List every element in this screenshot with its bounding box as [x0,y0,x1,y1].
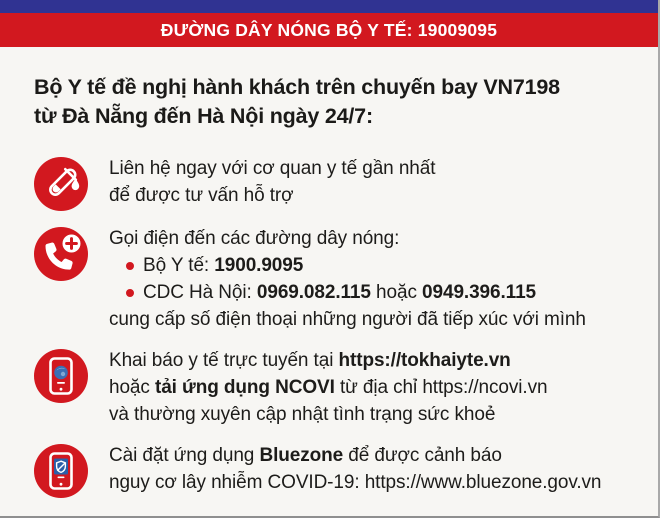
text-segment: Khai báo y tế trực tuyến tại [109,350,339,371]
text-segment: để được tư vấn hỗ trợ [109,185,294,206]
item-line [109,374,547,401]
item-line [109,155,435,182]
bluezone-app-icon [34,444,88,498]
emphasized-text: 1900.9095 [214,255,304,276]
notice-title [34,73,626,130]
text-segment: hoặc [370,282,423,303]
text-segment: Bộ Y tế: [143,255,215,276]
text-segment: hoặc [109,377,155,398]
text-segment: CDC Hà Nội: [143,282,257,303]
item-text [109,442,601,498]
list-item-health-declaration [34,347,626,428]
hotline-banner-text: ĐƯỜNG DÂY NÓNG BỘ Y TẾ: 19009095 [160,19,498,40]
item-line [109,225,586,252]
notice-title-line1: Bộ Y tế đề nghị hành khách trên chuyến bay VN7198 [34,75,560,99]
notice-body [0,47,658,498]
item-line [109,442,601,469]
item-line [109,401,547,428]
item-line [109,347,547,374]
item-line [109,306,586,333]
test-tube-icon [34,157,88,211]
item-text [109,347,547,428]
text-segment: cung cấp số điện thoại những người đã tiếp xúc với mình [109,309,586,330]
bullet-dot-icon [126,262,134,270]
emphasized-text: 0949.396.115 [422,282,537,303]
list-item-call-hotlines [34,225,626,333]
notice-title-line2: từ Đà Nẵng đến Hà Nội ngày 24/7: [34,103,373,128]
text-segment: và thường xuyên cập nhật tình trạng sức khoẻ [109,404,496,425]
item-text [109,225,586,333]
item-line [109,252,586,279]
text-segment: nguy cơ lây nhiễm COVID-19: https://www.bluezone.gov.vn [109,472,602,493]
text-segment: Cài đặt ứng dụng [109,445,260,466]
item-line [109,182,435,209]
item-line [109,469,601,496]
emphasized-text: 0969.082.115 [256,282,371,303]
item-line [109,279,586,306]
emphasized-text: tải ứng dụng NCOVI [154,377,335,398]
phone-plus-icon [34,227,88,281]
hotline-banner [0,13,658,47]
text-segment: từ địa chỉ https://ncovi.vn [334,377,548,398]
text-segment: để được cảnh báo [343,445,502,466]
hotline-cdc-hanoi [143,279,536,306]
item-text [109,155,435,211]
instruction-list [34,155,626,498]
ncovi-app-icon [34,349,88,403]
top-blue-stripe [0,0,658,13]
emphasized-text: https://tokhaiyte.vn [338,350,511,371]
bullet-dot-icon [126,289,134,297]
list-item-install-bluezone [34,442,626,498]
hotline-moh [143,252,303,279]
text-segment: Liên hệ ngay với cơ quan y tế gần nhất [109,158,436,179]
emphasized-text: Bluezone [259,445,344,466]
list-item-contact-health-agency [34,155,626,211]
text-segment: Gọi điện đến các đường dây nóng: [109,228,400,249]
